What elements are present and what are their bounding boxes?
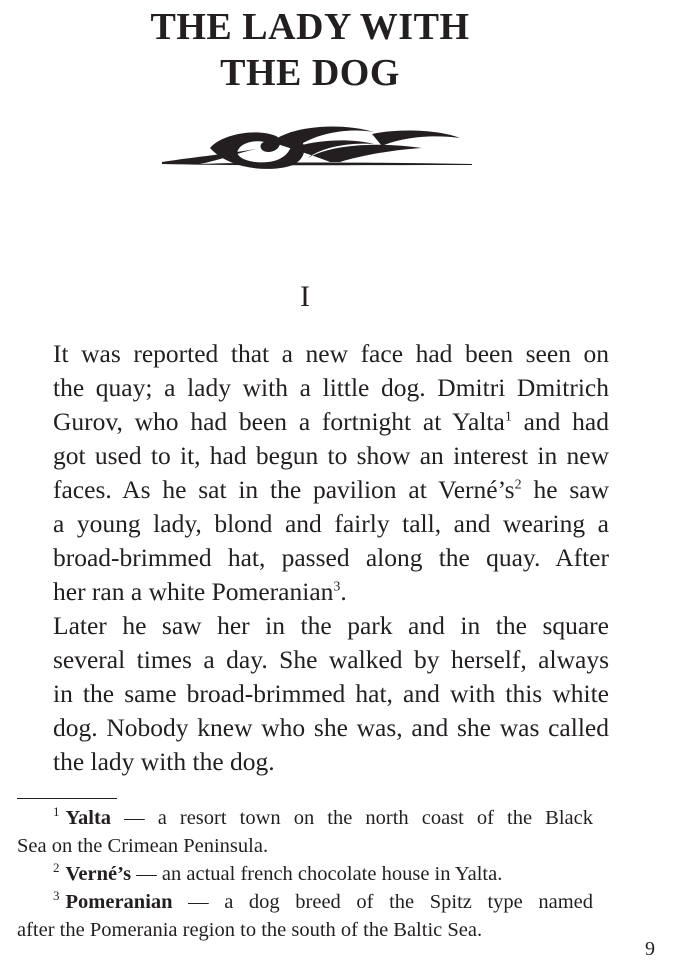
footnotes bbox=[17, 804, 593, 944]
footnote-line: $^2$ Verné’s — an actual french chocolate house in Yalta. bbox=[53, 860, 503, 885]
paragraph-2 bbox=[17, 609, 609, 779]
text-line: dog. Nobody knew who she was, and she was called bbox=[53, 713, 609, 742]
paragraph-1 bbox=[17, 337, 609, 609]
text-line: the lady with the dog. bbox=[53, 747, 275, 776]
decorative-flourish-icon bbox=[160, 118, 476, 174]
text-line: It was reported that a new face had been seen on bbox=[53, 339, 609, 368]
text-line: Gurov, who had been a fortnight at Yalta$^1$ and had bbox=[53, 407, 609, 436]
body-text bbox=[17, 337, 609, 779]
chapter-number: I bbox=[300, 280, 310, 313]
footnote-line: $^1$ Yalta — a resort town on the north coast of the Black bbox=[53, 804, 593, 829]
page-number: 9 bbox=[645, 938, 655, 960]
text-line: a young lady, blond and fairly tall, and wearing a bbox=[53, 509, 609, 538]
footnote-ref-1[interactable]: 1 bbox=[504, 409, 512, 425]
footnote-divider bbox=[17, 798, 117, 799]
title-line-2: THE DOG bbox=[220, 52, 400, 94]
footnote-ref-3[interactable]: 3 bbox=[333, 579, 341, 595]
footnote-line: after the Pomerania region to the south of the Baltic Sea. bbox=[17, 919, 483, 941]
text-line: the quay; a lady with a little dog. Dmitri Dmitrich bbox=[53, 373, 609, 402]
title-line-1: THE LADY WITH bbox=[150, 6, 470, 48]
text-line: broad-brimmed hat, passed along the quay. After bbox=[53, 543, 609, 572]
text-line: several times a day. She walked by herself, always bbox=[53, 645, 609, 674]
text-line: her ran a white Pomeranian$^3$. bbox=[53, 577, 347, 606]
page-title bbox=[0, 4, 620, 96]
footnote-2 bbox=[17, 860, 593, 888]
footnote-1 bbox=[17, 804, 593, 860]
text-line: Later he saw her in the park and in the square bbox=[53, 611, 609, 640]
footnote-ref-2[interactable]: 2 bbox=[514, 477, 522, 493]
footnote-line: $^3$ Pomeranian — a dog breed of the Spitz type named bbox=[53, 888, 593, 913]
text-line: in the same broad-brimmed hat, and with this white bbox=[53, 679, 609, 708]
text-line: faces. As he sat in the pavilion at $Verné’s^2$ he saw bbox=[53, 475, 609, 504]
footnote-line: Sea on the Crimean Peninsula. bbox=[17, 835, 269, 857]
footnote-3 bbox=[17, 888, 593, 944]
text-line: got used to it, had begun to show an interest in new bbox=[53, 441, 609, 470]
